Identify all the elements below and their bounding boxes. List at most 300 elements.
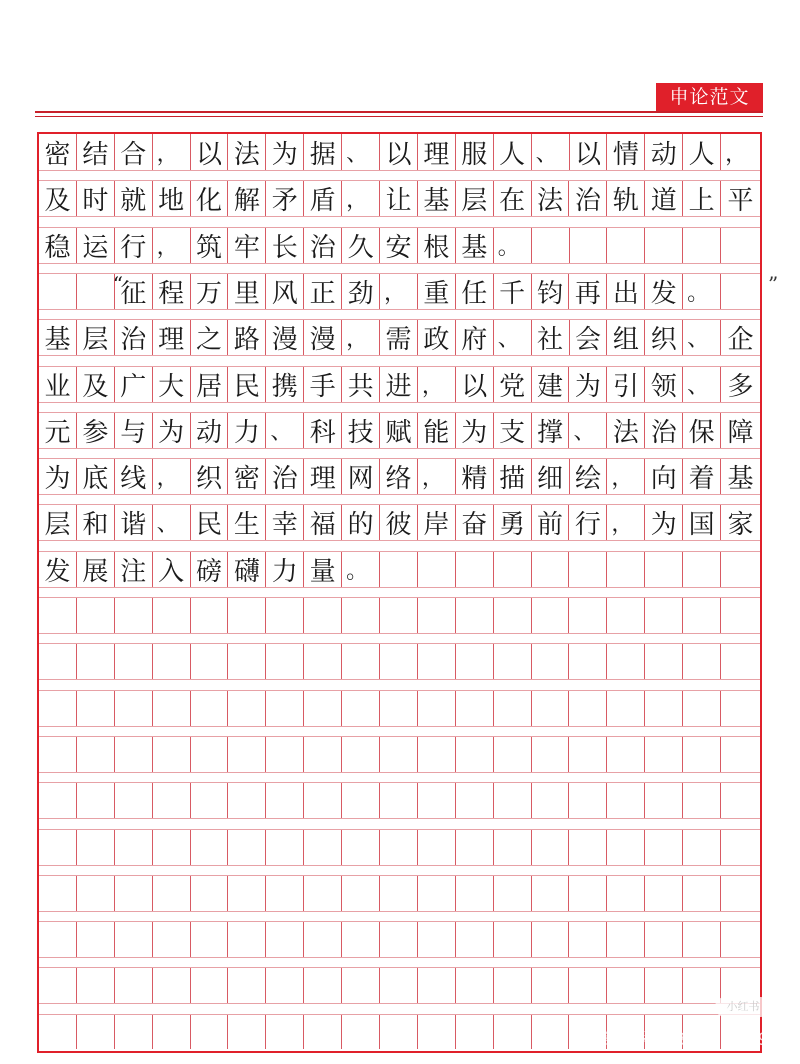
grid-cell: 保	[683, 413, 721, 448]
grid-cell	[683, 228, 721, 263]
grid-row	[39, 366, 760, 403]
grid-cell	[39, 922, 77, 957]
grid-cell	[721, 598, 760, 633]
grid-cell	[456, 552, 494, 587]
grid-cell	[645, 691, 683, 726]
grid-row	[39, 504, 760, 541]
grid-cell: 奋	[456, 505, 494, 540]
grid-cell	[39, 1015, 77, 1049]
grid-cell: ，	[153, 134, 191, 170]
grid-cell	[77, 644, 115, 679]
grid-cell	[456, 830, 494, 865]
grid-cell: 筑	[191, 228, 229, 263]
grid-cell: 以	[380, 134, 418, 170]
section-badge: 申论范文	[656, 83, 763, 111]
grid-cell	[304, 968, 342, 1003]
grid-cell	[380, 922, 418, 957]
grid-cell	[266, 691, 304, 726]
grid-row	[39, 967, 760, 1004]
grid-cell: 盾	[304, 181, 342, 216]
grid-row	[39, 227, 760, 264]
grid-cell: 能	[418, 413, 456, 448]
grid-cell	[342, 1015, 380, 1049]
grid-cell	[569, 968, 607, 1003]
grid-cell	[228, 783, 266, 818]
grid-cell	[304, 737, 342, 772]
grid-cell	[77, 1015, 115, 1049]
grid-cell	[228, 691, 266, 726]
grid-cell	[418, 598, 456, 633]
grid-cell: 力	[266, 552, 304, 587]
grid-cell	[380, 830, 418, 865]
grid-cell	[266, 922, 304, 957]
grid-cell	[304, 1015, 342, 1049]
grid-cell: 及	[77, 367, 115, 402]
grid-cell	[191, 691, 229, 726]
grid-cell: 生	[228, 505, 266, 540]
grid-cell: 底	[77, 459, 115, 494]
grid-cell	[569, 552, 607, 587]
grid-cell: 任	[456, 274, 494, 309]
grid-cell	[494, 644, 532, 679]
grid-row	[39, 690, 760, 727]
grid-cell: 理	[153, 320, 191, 355]
grid-cell	[569, 922, 607, 957]
grid-cell: 理	[304, 459, 342, 494]
grid-cell: 以	[570, 134, 608, 170]
grid-cell	[607, 228, 645, 263]
grid-cell: 幸	[266, 505, 304, 540]
grid-cell	[532, 598, 570, 633]
grid-cell: 之	[191, 320, 229, 355]
grid-cell: 与	[115, 413, 153, 448]
grid-cell: 基	[727, 464, 754, 495]
grid-cell	[228, 876, 266, 911]
grid-cell	[532, 228, 570, 263]
grid-cell: 地	[153, 181, 191, 216]
grid-cell: 社	[532, 320, 570, 355]
grid-cell	[721, 922, 760, 957]
grid-cell	[266, 598, 304, 633]
grid-cell: 路	[228, 320, 266, 355]
grid-cell: 描	[494, 459, 532, 494]
grid-cell: 法	[532, 181, 570, 216]
grid-cell: 进	[380, 367, 418, 402]
grid-cell	[77, 830, 115, 865]
grid-cell	[607, 922, 645, 957]
grid-cell	[342, 644, 380, 679]
grid-cell	[645, 922, 683, 957]
grid-cell: 网	[342, 459, 380, 494]
grid-cell	[721, 274, 760, 309]
grid-cell: 织	[191, 459, 229, 494]
grid-cell	[153, 737, 191, 772]
grid-row	[39, 597, 760, 634]
grid-row	[39, 736, 760, 773]
grid-cell	[569, 598, 607, 633]
grid-cell	[418, 968, 456, 1003]
grid-cell: 府	[456, 320, 494, 355]
grid-cell	[153, 968, 191, 1003]
grid-cell	[266, 783, 304, 818]
grid-cell	[191, 1015, 229, 1049]
grid-cell	[456, 968, 494, 1003]
grid-cell	[494, 922, 532, 957]
grid-cell: 力	[228, 413, 266, 448]
grid-cell: 平	[727, 186, 754, 217]
grid-cell	[569, 737, 607, 772]
grid-cell: 运	[77, 228, 115, 263]
grid-cell	[77, 876, 115, 911]
grid-cell	[115, 644, 153, 679]
grid-cell	[645, 552, 683, 587]
grid-cell: 多	[727, 371, 754, 402]
grid-cell	[39, 968, 77, 1003]
grid-cell	[532, 830, 570, 865]
grid-cell	[721, 552, 760, 587]
watermark-text: 小红书号：8171007973	[585, 1030, 794, 1050]
grid-cell	[532, 691, 570, 726]
grid-cell: 政	[418, 320, 456, 355]
grid-cell	[153, 783, 191, 818]
grid-cell: 需	[380, 320, 418, 355]
grid-cell	[721, 737, 760, 772]
grid-cell	[607, 598, 645, 633]
grid-cell: ，	[342, 320, 380, 355]
grid-cell	[191, 598, 229, 633]
grid-cell: 向	[645, 459, 683, 494]
grid-cell: ，	[607, 459, 645, 494]
grid-cell	[39, 830, 77, 865]
grid-row	[39, 319, 760, 356]
grid-cell	[342, 830, 380, 865]
grid-cell	[342, 876, 380, 911]
grid-cell: 细	[532, 459, 570, 494]
grid-cell	[191, 737, 229, 772]
grid-cell	[342, 922, 380, 957]
grid-cell	[418, 922, 456, 957]
grid-cell: 精	[456, 459, 494, 494]
grid-row	[39, 782, 760, 819]
grid-cell	[228, 737, 266, 772]
grid-cell: 层	[39, 505, 77, 540]
grid-cell: 漫	[304, 320, 342, 355]
grid-cell: 国	[683, 505, 721, 540]
grid-cell	[721, 876, 760, 911]
grid-cell: ，	[607, 505, 645, 540]
grid-cell: 让	[380, 181, 418, 216]
grid-cell	[418, 691, 456, 726]
grid-cell: 共	[342, 367, 380, 402]
grid-cell: 理	[418, 134, 456, 170]
grid-cell	[494, 968, 532, 1003]
grid-cell: 动	[191, 413, 229, 448]
grid-cell: 密	[228, 459, 266, 494]
grid-cell	[342, 737, 380, 772]
grid-cell	[304, 876, 342, 911]
grid-cell	[266, 876, 304, 911]
grid-cell: 风	[266, 274, 304, 309]
grid-cell: 动	[645, 134, 683, 170]
grid-cell	[418, 552, 456, 587]
grid-cell: 就	[115, 181, 153, 216]
grid-cell	[153, 876, 191, 911]
grid-row	[39, 875, 760, 912]
grid-cell	[115, 598, 153, 633]
grid-cell: 线	[115, 459, 153, 494]
grid-cell: 礴	[228, 552, 266, 587]
grid-cell: 基	[418, 181, 456, 216]
grid-cell: 劲	[342, 274, 380, 309]
grid-cell	[532, 1015, 570, 1049]
grid-cell: 手	[304, 367, 342, 402]
grid-cell: 引	[607, 367, 645, 402]
grid-cell: 正	[304, 274, 342, 309]
grid-cell: 元	[39, 413, 77, 448]
grid-cell	[532, 552, 570, 587]
grid-cell: 着	[683, 459, 721, 494]
grid-cell: 络	[380, 459, 418, 494]
grid-cell: 、	[494, 320, 532, 355]
grid-cell: 道	[645, 181, 683, 216]
grid-cell: 基	[456, 228, 494, 263]
grid-cell	[39, 737, 77, 772]
grid-cell	[494, 830, 532, 865]
grid-cell: 为	[569, 367, 607, 402]
grid-cell	[153, 644, 191, 679]
grid-cell: 密	[39, 134, 77, 170]
grid-cell: 障	[727, 417, 754, 448]
grid-cell: ，	[153, 459, 191, 494]
grid-cell: 法	[607, 413, 645, 448]
grid-cell	[115, 922, 153, 957]
grid-cell	[77, 737, 115, 772]
grid-cell: 轨	[607, 181, 645, 216]
grid-cell: 久	[342, 228, 380, 263]
grid-cell: 、	[532, 134, 570, 170]
grid-cell	[380, 691, 418, 726]
grid-cell: ，	[418, 367, 456, 402]
grid-cell	[191, 968, 229, 1003]
grid-cell	[39, 876, 77, 911]
grid-cell	[418, 1015, 456, 1049]
grid-cell: ，	[380, 274, 418, 309]
grid-cell: 结	[77, 134, 115, 170]
grid-cell	[683, 922, 721, 957]
grid-cell	[532, 644, 570, 679]
grid-cell: 勇	[494, 505, 532, 540]
grid-cell: 基	[39, 320, 77, 355]
grid-cell: ，	[342, 181, 380, 216]
grid-cell: 、	[342, 134, 380, 170]
grid-cell	[115, 968, 153, 1003]
grid-cell: 注	[115, 552, 153, 587]
grid-cell: ，	[418, 459, 456, 494]
grid-cell: 技	[342, 413, 380, 448]
grid-cell: 为	[39, 459, 77, 494]
grid-cell	[721, 830, 760, 865]
grid-cell	[456, 737, 494, 772]
grid-cell	[645, 968, 683, 1003]
grid-cell: 治	[569, 181, 607, 216]
grid-cell	[494, 1015, 532, 1049]
grid-cell: 赋	[380, 413, 418, 448]
grid-cell	[380, 1015, 418, 1049]
grid-cell	[532, 737, 570, 772]
grid-cell	[191, 830, 229, 865]
grid-cell	[77, 922, 115, 957]
grid-cell: 业	[39, 367, 77, 402]
grid-cell: 参	[77, 413, 115, 448]
grid-cell: 里	[228, 274, 266, 309]
grid-cell	[39, 691, 77, 726]
grid-cell	[304, 830, 342, 865]
grid-cell: 广	[115, 367, 153, 402]
grid-cell	[569, 876, 607, 911]
grid-cell: 、	[569, 413, 607, 448]
grid-cell	[645, 876, 683, 911]
grid-cell: 人	[683, 134, 721, 170]
grid-cell: 服	[456, 134, 494, 170]
grid-row	[39, 829, 760, 866]
grid-cell	[683, 783, 721, 818]
grid-cell	[304, 691, 342, 726]
grid-cell: 、	[153, 505, 191, 540]
grid-cell: 彼	[380, 505, 418, 540]
grid-cell: 、	[683, 320, 721, 355]
grid-cell	[721, 783, 760, 818]
grid-cell	[228, 922, 266, 957]
grid-cell: 漫	[266, 320, 304, 355]
grid-cell: 安	[380, 228, 418, 263]
grid-cell	[266, 644, 304, 679]
grid-cell: 稳	[39, 228, 77, 263]
grid-cell	[266, 968, 304, 1003]
grid-cell: 组	[607, 320, 645, 355]
grid-row	[39, 921, 760, 958]
grid-cell	[418, 644, 456, 679]
grid-cell: 会	[570, 320, 608, 355]
grid-cell	[115, 691, 153, 726]
grid-cell	[153, 830, 191, 865]
grid-cell	[342, 598, 380, 633]
grid-cell: 在	[494, 181, 532, 216]
grid-cell	[153, 598, 191, 633]
grid-cell	[570, 228, 608, 263]
grid-cell: 千	[494, 274, 532, 309]
grid-cell	[77, 691, 115, 726]
grid-cell: 长	[266, 228, 304, 263]
grid-cell: 、	[266, 413, 304, 448]
grid-cell: 为	[645, 505, 683, 540]
grid-cell	[645, 737, 683, 772]
grid-cell: 人	[494, 134, 532, 170]
grid-cell	[115, 876, 153, 911]
grid-cell	[607, 876, 645, 911]
grid-cell	[683, 552, 721, 587]
grid-cell	[494, 552, 532, 587]
grid-cell: 化	[191, 181, 229, 216]
grid-cell	[645, 598, 683, 633]
composition-grid-sheet	[37, 132, 762, 1053]
grid-cell	[607, 968, 645, 1003]
grid-cell	[115, 737, 153, 772]
grid-cell	[380, 783, 418, 818]
grid-cell	[645, 783, 683, 818]
grid-cell	[153, 691, 191, 726]
grid-cell	[77, 968, 115, 1003]
grid-cell	[494, 598, 532, 633]
grid-cell: 民	[191, 505, 229, 540]
grid-cell: 磅	[191, 552, 229, 587]
grid-cell	[380, 598, 418, 633]
grid-cell	[266, 737, 304, 772]
grid-cell	[39, 598, 77, 633]
grid-cell: 撑	[532, 413, 570, 448]
grid-cell: 科	[304, 413, 342, 448]
grid-cell	[380, 737, 418, 772]
grid-cell: 民	[228, 367, 266, 402]
grid-cell	[304, 598, 342, 633]
grid-cell	[456, 922, 494, 957]
grid-cell: 万	[191, 274, 229, 309]
grid-cell	[683, 598, 721, 633]
grid-cell: “ 征	[115, 274, 153, 309]
grid-cell	[191, 922, 229, 957]
grid-cell: 、	[683, 367, 721, 402]
grid-cell	[645, 228, 683, 263]
grid-cell	[532, 968, 570, 1003]
grid-cell	[115, 783, 153, 818]
header-rule-thick	[35, 111, 763, 113]
grid-cell: 再	[569, 274, 607, 309]
closing-quote-outside-grid: ”	[768, 272, 779, 296]
grid-cell: 福	[304, 505, 342, 540]
grid-cell	[456, 691, 494, 726]
grid-cell	[39, 644, 77, 679]
grid-cell: 入	[153, 552, 191, 587]
watermark-logo: 小红书	[715, 997, 771, 1017]
grid-cell	[191, 876, 229, 911]
grid-cell: 时	[77, 181, 115, 216]
grid-cell	[418, 783, 456, 818]
grid-cell: 及	[39, 181, 77, 216]
grid-cell: 治	[304, 228, 342, 263]
grid-cell	[607, 737, 645, 772]
grid-cell	[494, 737, 532, 772]
grid-cell	[494, 876, 532, 911]
grid-cell	[39, 783, 77, 818]
grid-cell: 以	[191, 134, 229, 170]
grid-cell	[153, 1015, 191, 1049]
grid-cell: 展	[77, 552, 115, 587]
grid-cell: 。	[342, 552, 380, 587]
grid-cell: 建	[532, 367, 570, 402]
grid-cell	[304, 922, 342, 957]
grid-cell	[266, 830, 304, 865]
grid-cell: 居	[191, 367, 229, 402]
grid-cell	[607, 830, 645, 865]
grid-cell	[228, 644, 266, 679]
grid-cell	[721, 691, 760, 726]
grid-cell: 据	[304, 134, 342, 170]
grid-cell: 为	[153, 413, 191, 448]
grid-cell: 绘	[570, 459, 608, 494]
grid-cell: 发	[39, 552, 77, 587]
grid-cell: 。	[494, 228, 532, 263]
grid-row	[39, 551, 760, 588]
grid-cell: 的	[342, 505, 380, 540]
